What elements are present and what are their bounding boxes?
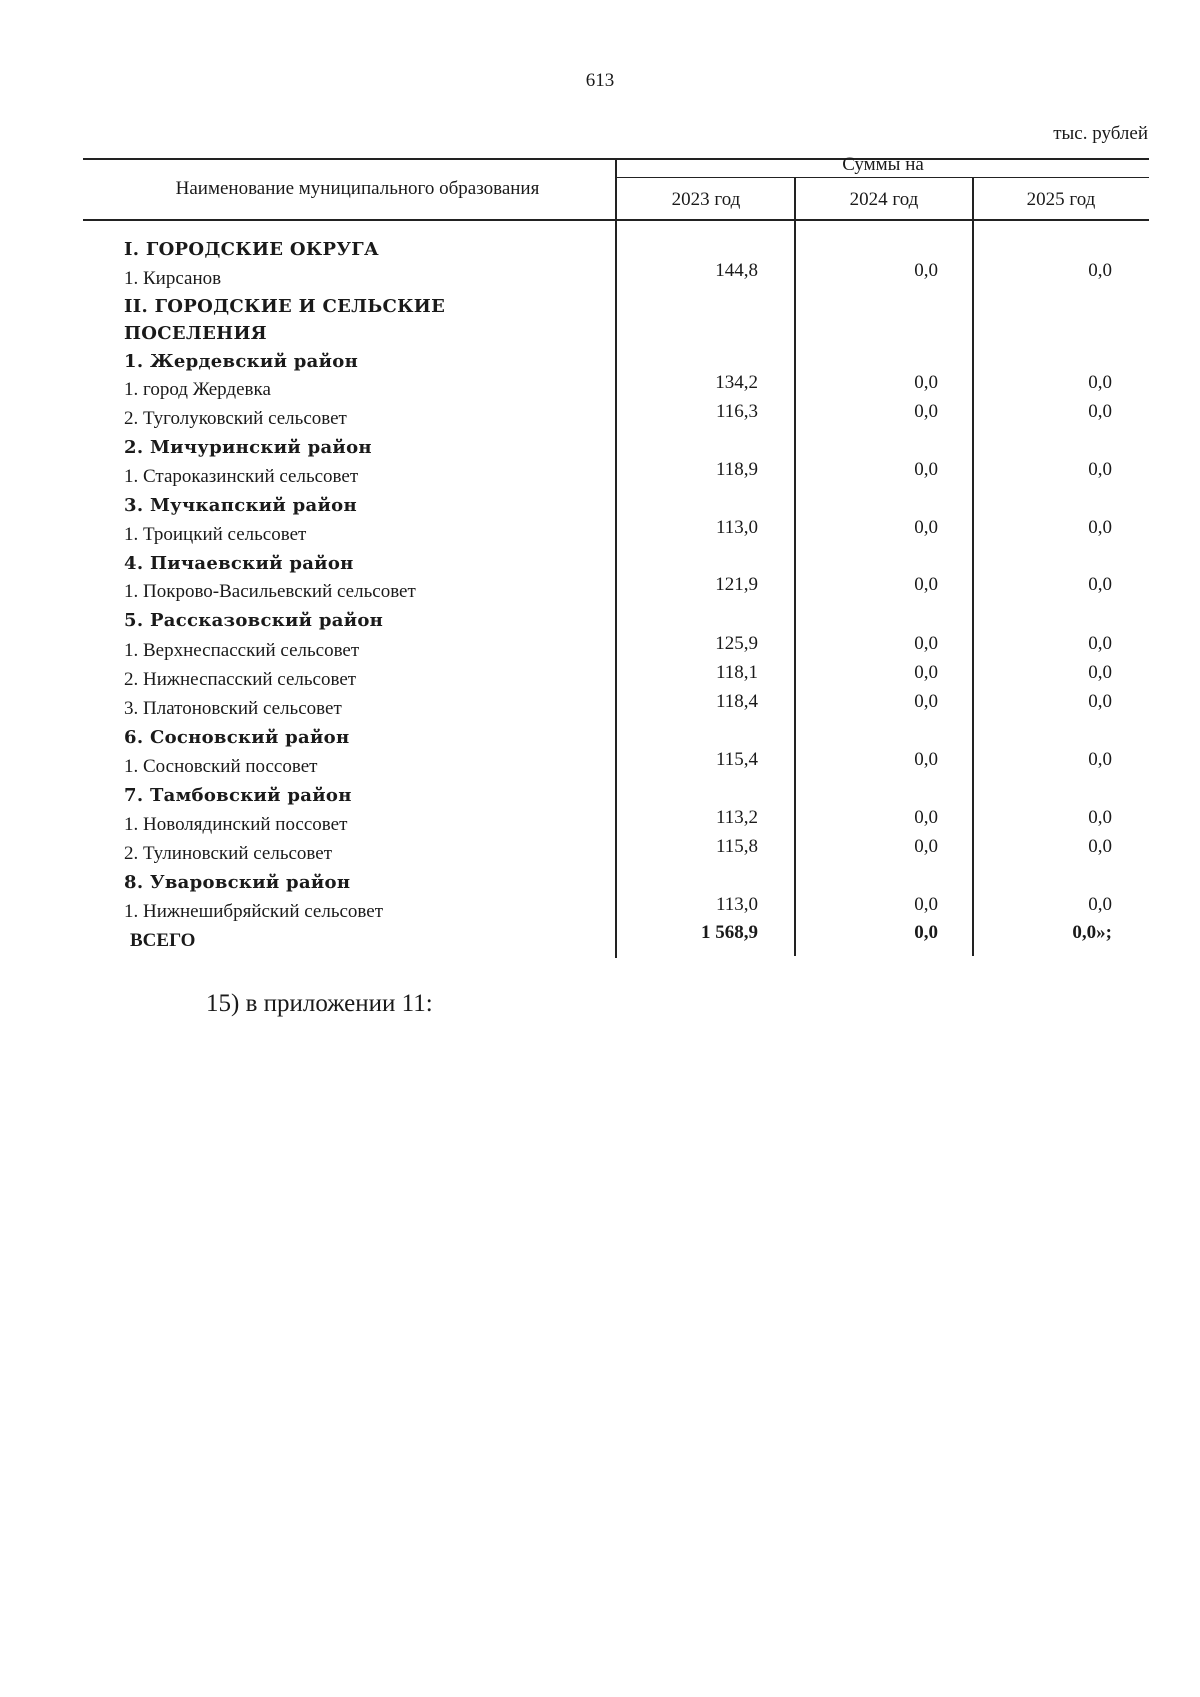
units-label: тыс. рублей bbox=[1053, 123, 1148, 144]
row-name: 6. Сосновский район bbox=[124, 727, 350, 748]
value-2023-год: 134,2 bbox=[715, 372, 758, 393]
row-name: 1. Староказинский сельсовет bbox=[124, 466, 359, 487]
row-name: 1. Новолядинский поссовет bbox=[124, 814, 348, 835]
row-name: 4. Пичаевский район bbox=[124, 553, 354, 574]
row-name: 1. Троицкий сельсовет bbox=[124, 524, 307, 545]
value-2023-год: 144,8 bbox=[715, 260, 758, 281]
header-year-2023: 2023 год bbox=[671, 189, 741, 210]
value-2023-год: 116,3 bbox=[715, 401, 758, 422]
header-sums: Суммы на bbox=[842, 154, 924, 175]
value-2025-год: 0,0 bbox=[1088, 662, 1112, 683]
value-2025-год: 0,0 bbox=[1088, 260, 1112, 281]
value-2025-год: 0,0 bbox=[1088, 372, 1112, 393]
value-2023-год: 115,4 bbox=[715, 749, 758, 770]
value-2024-год: 0,0 bbox=[914, 691, 938, 712]
value-2024-год: 0,0 bbox=[914, 372, 938, 393]
row-name: 1. Верхнеспасский сельсовет bbox=[124, 640, 360, 661]
value-2024-год: 0,0 bbox=[914, 574, 938, 595]
value-2024-год: 0,0 bbox=[914, 836, 938, 857]
value-2024-год: 0,0 bbox=[914, 662, 938, 683]
row-name: 1. Жердевский район bbox=[124, 351, 359, 372]
row-name: 7. Тамбовский район bbox=[124, 785, 352, 806]
page-number: 613 bbox=[585, 70, 615, 91]
value-2023-год: 125,9 bbox=[715, 633, 758, 654]
row-name: ВСЕГО bbox=[130, 930, 196, 951]
value-2023-год: 113,0 bbox=[715, 517, 758, 538]
row-name: 1. Покрово-Васильевский сельсовет bbox=[124, 581, 416, 602]
table-subheader-border bbox=[616, 177, 1149, 178]
row-name: 1. Кирсанов bbox=[124, 268, 222, 289]
row-name: 5. Рассказовский район bbox=[124, 610, 384, 631]
table-column-divider-3 bbox=[972, 178, 974, 956]
value-2024-год: 0,0 bbox=[914, 807, 938, 828]
header-name-column: Наименование муниципального образования bbox=[175, 178, 540, 199]
row-name: II. ГОРОДСКИЕ И СЕЛЬСКИЕ bbox=[124, 296, 446, 317]
value-2023-год: 118,1 bbox=[715, 662, 758, 683]
value-2023-год: 113,0 bbox=[715, 894, 758, 915]
footer-text: 15) в приложении 11: bbox=[206, 990, 433, 1017]
row-name: 1. Сосновский поссовет bbox=[124, 756, 318, 777]
header-year-2024: 2024 год bbox=[849, 189, 919, 210]
value-2025-год: 0,0 bbox=[1088, 459, 1112, 480]
row-name: 2. Мичуринский район bbox=[124, 437, 372, 458]
value-2024-год: 0,0 bbox=[914, 459, 938, 480]
row-name: 2. Тулиновский сельсовет bbox=[124, 843, 333, 864]
value-2023-год: 113,2 bbox=[715, 807, 758, 828]
value-2025-год: 0,0 bbox=[1088, 749, 1112, 770]
value-2023-год: 118,9 bbox=[715, 459, 758, 480]
row-name: I. ГОРОДСКИЕ ОКРУГА bbox=[124, 239, 379, 260]
table-column-divider-1 bbox=[615, 158, 617, 958]
value-2024-год: 0,0 bbox=[914, 517, 938, 538]
value-2025-год: 0,0 bbox=[1088, 691, 1112, 712]
row-name: 2. Нижнеспасский сельсовет bbox=[124, 669, 357, 690]
row-name: 1. город Жердевка bbox=[124, 379, 271, 400]
value-2024-год: 0,0 bbox=[914, 894, 938, 915]
value-2025-год: 0,0 bbox=[1088, 836, 1112, 857]
row-name: 8. Уваровский район bbox=[124, 872, 351, 893]
value-2023-год: 1 568,9 bbox=[701, 922, 758, 943]
value-2023-год: 115,8 bbox=[715, 836, 758, 857]
row-name: 3. Платоновский сельсовет bbox=[124, 698, 342, 719]
row-name: 2. Туголуковский сельсовет bbox=[124, 408, 347, 429]
value-2025-год: 0,0»; bbox=[1072, 922, 1112, 943]
value-2023-год: 118,4 bbox=[715, 691, 758, 712]
value-2024-год: 0,0 bbox=[914, 749, 938, 770]
table-column-divider-2 bbox=[794, 178, 796, 956]
value-2024-год: 0,0 bbox=[914, 633, 938, 654]
value-2025-год: 0,0 bbox=[1088, 517, 1112, 538]
value-2025-год: 0,0 bbox=[1088, 401, 1112, 422]
value-2025-год: 0,0 bbox=[1088, 807, 1112, 828]
row-name: ПОСЕЛЕНИЯ bbox=[124, 323, 267, 344]
value-2025-год: 0,0 bbox=[1088, 894, 1112, 915]
value-2024-год: 0,0 bbox=[914, 401, 938, 422]
header-year-2025: 2025 год bbox=[1026, 189, 1096, 210]
value-2025-год: 0,0 bbox=[1088, 633, 1112, 654]
value-2023-год: 121,9 bbox=[715, 574, 758, 595]
row-name: 3. Мучкапский район bbox=[124, 495, 357, 516]
value-2025-год: 0,0 bbox=[1088, 574, 1112, 595]
value-2024-год: 0,0 bbox=[914, 922, 938, 943]
row-name: 1. Нижнешибряйский сельсовет bbox=[124, 901, 384, 922]
value-2024-год: 0,0 bbox=[914, 260, 938, 281]
